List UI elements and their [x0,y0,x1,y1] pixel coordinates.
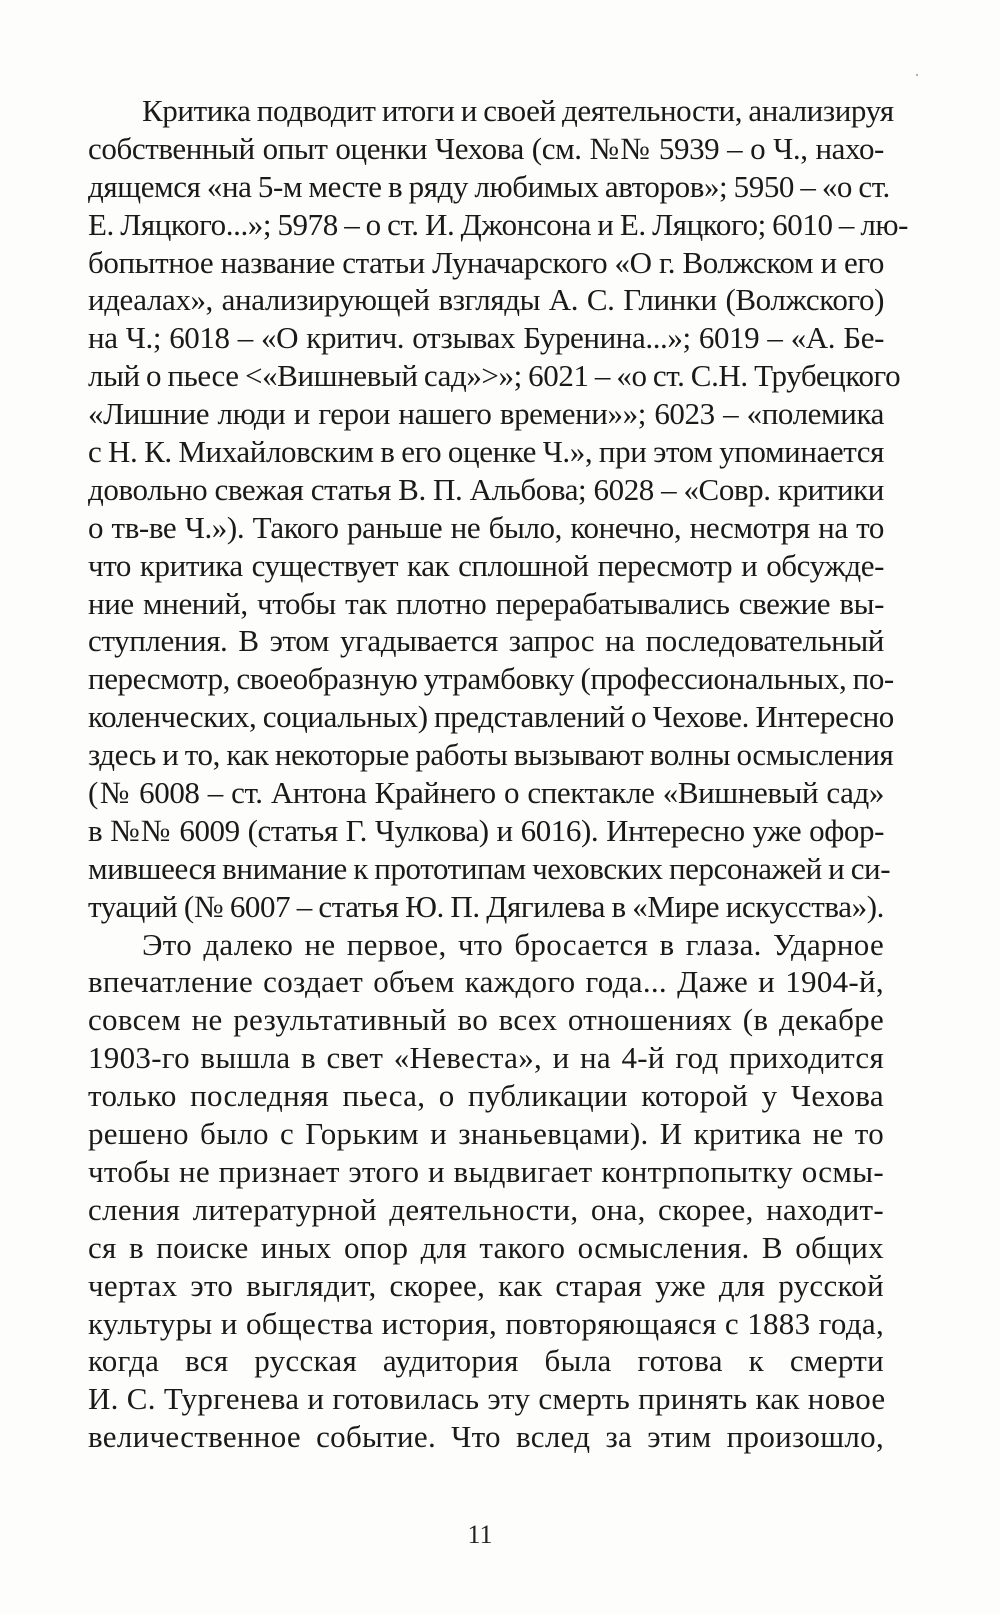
text-line: бопытное название статьи Луначарского «О г. Волжском и его [88,244,884,280]
text-line: только последняя пьеса, о публикации которой у Чехова [88,1078,884,1114]
text-line: совсем не результативный во всех отношениях (в декабре [88,1002,884,1038]
text-line: решено было с Горьким и знаньевцами). И критика не то [88,1116,884,1152]
paragraph-2 [88,926,884,1456]
text-line: впечатление создает объем каждого года... Даже и 1904-й, [88,964,884,1000]
text-line: дящемся «на 5-м месте в ряду любимых авторов»; 5950 – «о ст. [88,168,890,204]
text-line: 1903-го вышла в свет «Невеста», и на 4-й год приходится [88,1040,884,1076]
text-line: довольно свежая статья В. П. Альбова; 6028 – «Совр. критики [88,471,884,507]
paragraph-1 [88,92,909,926]
text-line: Е. Ляцкого...»; 5978 – о ст. И. Джонсона и Е. Ляцкого; 6010 – лю- [88,206,909,242]
scan-speck [916,74,918,76]
text-line: здесь и то, как некоторые работы вызывают волны осмысления [88,737,894,773]
text-line: Это далеко не первое, что бросается в глаза. Ударное [142,926,884,962]
text-line: о тв-ве Ч.»). Такого раньше не было, конечно, несмотря на то [88,509,884,545]
text-line: с Н. К. Михайловским в его оценке Ч.», при этом упоминается [88,434,884,470]
text-line: сления литературной деятельности, она, скорее, находит- [88,1191,884,1227]
text-line: чтобы не признает этого и выдвигает контрпопытку осмы- [88,1153,884,1189]
text-line: И. С. Тургенева и готовилась эту смерть принять как новое [88,1381,886,1417]
text-line: ние мнений, чтобы так плотно перерабатывались свежие вы- [88,585,884,621]
text-line: коленческих, социальных) представлений о Чехове. Интересно [88,699,894,735]
text-line: когда вся русская аудитория была готова к смерти [88,1343,884,1379]
text-line: (№ 6008 – ст. Антона Крайнего о спектакле «Вишневый сад» [88,775,884,811]
text-line: туаций (№ 6007 – статья Ю. П. Дягилева в «Мире искусства»). [88,888,884,924]
text-line: что критика существует как сплошной пересмотр и обсужде- [88,547,884,583]
text-line: ступления. В этом угадывается запрос на последовательный [88,623,884,659]
text-line: собственный опыт оценки Чехова (см. №№ 5939 – о Ч., нахо- [88,130,884,166]
text-line: идеалах», анализирующей взгляды А. С. Глинки (Волжского) [88,282,884,318]
text-line: Критика подводит итоги и своей деятельности, анализируя [142,93,894,128]
text-line: «Лишние люди и герои нашего времени»»; 6023 – «полемика [88,396,884,432]
text-line: пересмотр, своеобразную утрамбовку (профессиональных, по- [88,661,894,697]
text-line: культуры и общества история, повторяющаяся с 1883 года, [88,1305,884,1341]
text-line: чертах это выглядит, скорее, как старая уже для русской [88,1267,884,1303]
page-number: 11 [467,1520,493,1549]
text-line: лый о пьесе <«Вишневый сад»>»; 6021 – «о ст. С.Н. Трубецкого [88,358,901,394]
text-line: ся в поиске иных опор для такого осмысления. В общих [88,1229,884,1265]
text-line: мившееся внимание к прототипам чеховских персонажей и си- [88,850,891,886]
text-line: на Ч.; 6018 – «О критич. отзывах Буренина...»; 6019 – «А. Бе- [88,320,884,356]
text-line: в №№ 6009 (статья Г. Чулкова) и 6016). Интересно уже офор- [88,812,884,848]
text-line: величественное событие. Что вслед за этим произошло, [88,1419,884,1455]
body-text [88,92,909,1456]
